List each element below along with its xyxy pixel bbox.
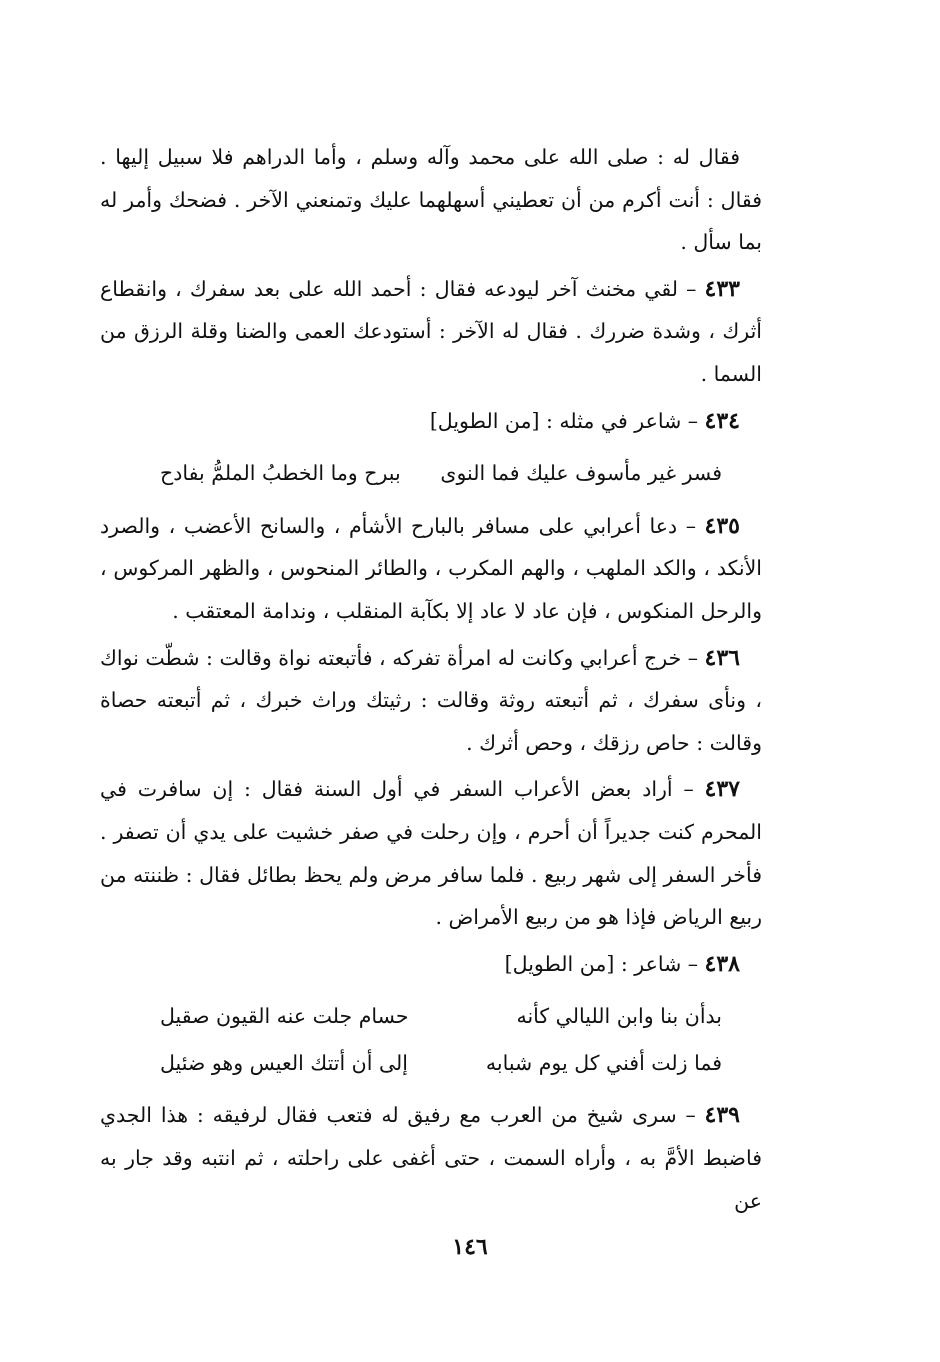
entry-text: – لقي مخنث آخر ليودعه فقال : أحمد الله على بعد سفرك ، وانقطاع أثرك ، وشدة ضررك . فقال له الآخر : أستودعك العمى والضنا وقلة الرزق من السما . [100, 276, 762, 386]
entry-number: ٤٣٤ [704, 407, 740, 434]
entry-433 [100, 268, 762, 396]
verse-first-hemistich: بدأن بنا وابن الليالي كأنه [516, 1004, 722, 1029]
verse-second-hemistich: إلى أن أتتك العيس وهو ضئيل [160, 1050, 408, 1075]
entry-438 [100, 943, 762, 986]
entry-text: – دعا أعرابي على مسافر بالبارح الأشأم ، والسانح الأعضب ، والصرد الأنكد ، والكد الملهب ، والهم المكرب ، والطائر المنحوس ، والظهر المركوس ، والرحل المنكوس ، فإن عاد لا عاد إلا بكآبة المنقلب ، وندامة المعتقب . [100, 513, 762, 623]
entry-439 [100, 1094, 762, 1222]
entry-434 [100, 400, 762, 443]
verse-group-438 [100, 995, 762, 1084]
verse-first-hemistich: فسر غير مأسوف عليك فما النوى [440, 461, 722, 486]
entry-435 [100, 505, 762, 633]
verse-second-hemistich: حسام جلت عنه القيون صقيل [160, 1004, 409, 1029]
entry-text: – شاعر في مثله : [من الطويل] [429, 408, 705, 433]
entry-number: ٤٣٩ [704, 1102, 740, 1129]
entry-text: – أراد بعض الأعراب السفر في أول السنة فقال : إن سافرت في المحرم كنت جديراً أن أحرم ، وإن رحلت في صفر خشيت على يدي أن تصفر . فأخر السفر إلى شهر ربيع . فلما سافر مرض ولم يحظ بطائل فقال : ظننته من ربيع الرياض فإذا هو من ربيع الأمراض . [100, 777, 762, 930]
verse-second-hemistich: ببرح وما الخطبُ الملمُّ بفادح [160, 461, 401, 486]
entry-number: ٤٣٥ [704, 512, 740, 539]
verse-first-hemistich: فما زلت أفني كل يوم شبابه [485, 1050, 722, 1075]
page-body [100, 136, 762, 1226]
verse-line [100, 452, 762, 495]
entry-number: ٤٣٧ [704, 776, 740, 803]
entry-number: ٤٣٣ [704, 275, 740, 302]
entry-text: – خرج أعرابي وكانت له امرأة تفركه ، فأتبعته نواة وقالت : شطّت نواك ، ونأى سفرك ، ثم أتبعته روثة وقالت : رثيتك وراث خبرك ، ثم أتبعته حصاة وقالت : حاص رزقك ، وحص أثرك . [99, 645, 762, 755]
verse-line [100, 1042, 762, 1085]
entry-text: – سرى شيخ من العرب مع رفيق له فتعب فقال لرفيقه : هذا الجدي فاضبط الأمَّ به ، وأراه السمت ، حتى أغفى على راحلته ، ثم انتبه وقد جار به عن [100, 1103, 762, 1213]
verse-group-434 [100, 452, 762, 495]
paragraph-continuation: فقال له : صلى الله على محمد وآله وسلم ، وأما الدراهم فلا سبيل إليها . فقال : أنت أكرم من أن تعطيني أسهلهما عليك وتمنعني الآخر . فضحك وأمر له بما سأل . [100, 145, 762, 255]
page-number: ١٤٦ [452, 1234, 488, 1260]
verse-line [100, 995, 762, 1038]
entry-437 [100, 768, 762, 938]
entry-text: – شاعر : [من الطويل] [504, 951, 705, 976]
entry-number: ٤٣٨ [704, 950, 740, 977]
entry-number: ٤٣٦ [704, 644, 740, 671]
entry-436 [100, 637, 762, 765]
